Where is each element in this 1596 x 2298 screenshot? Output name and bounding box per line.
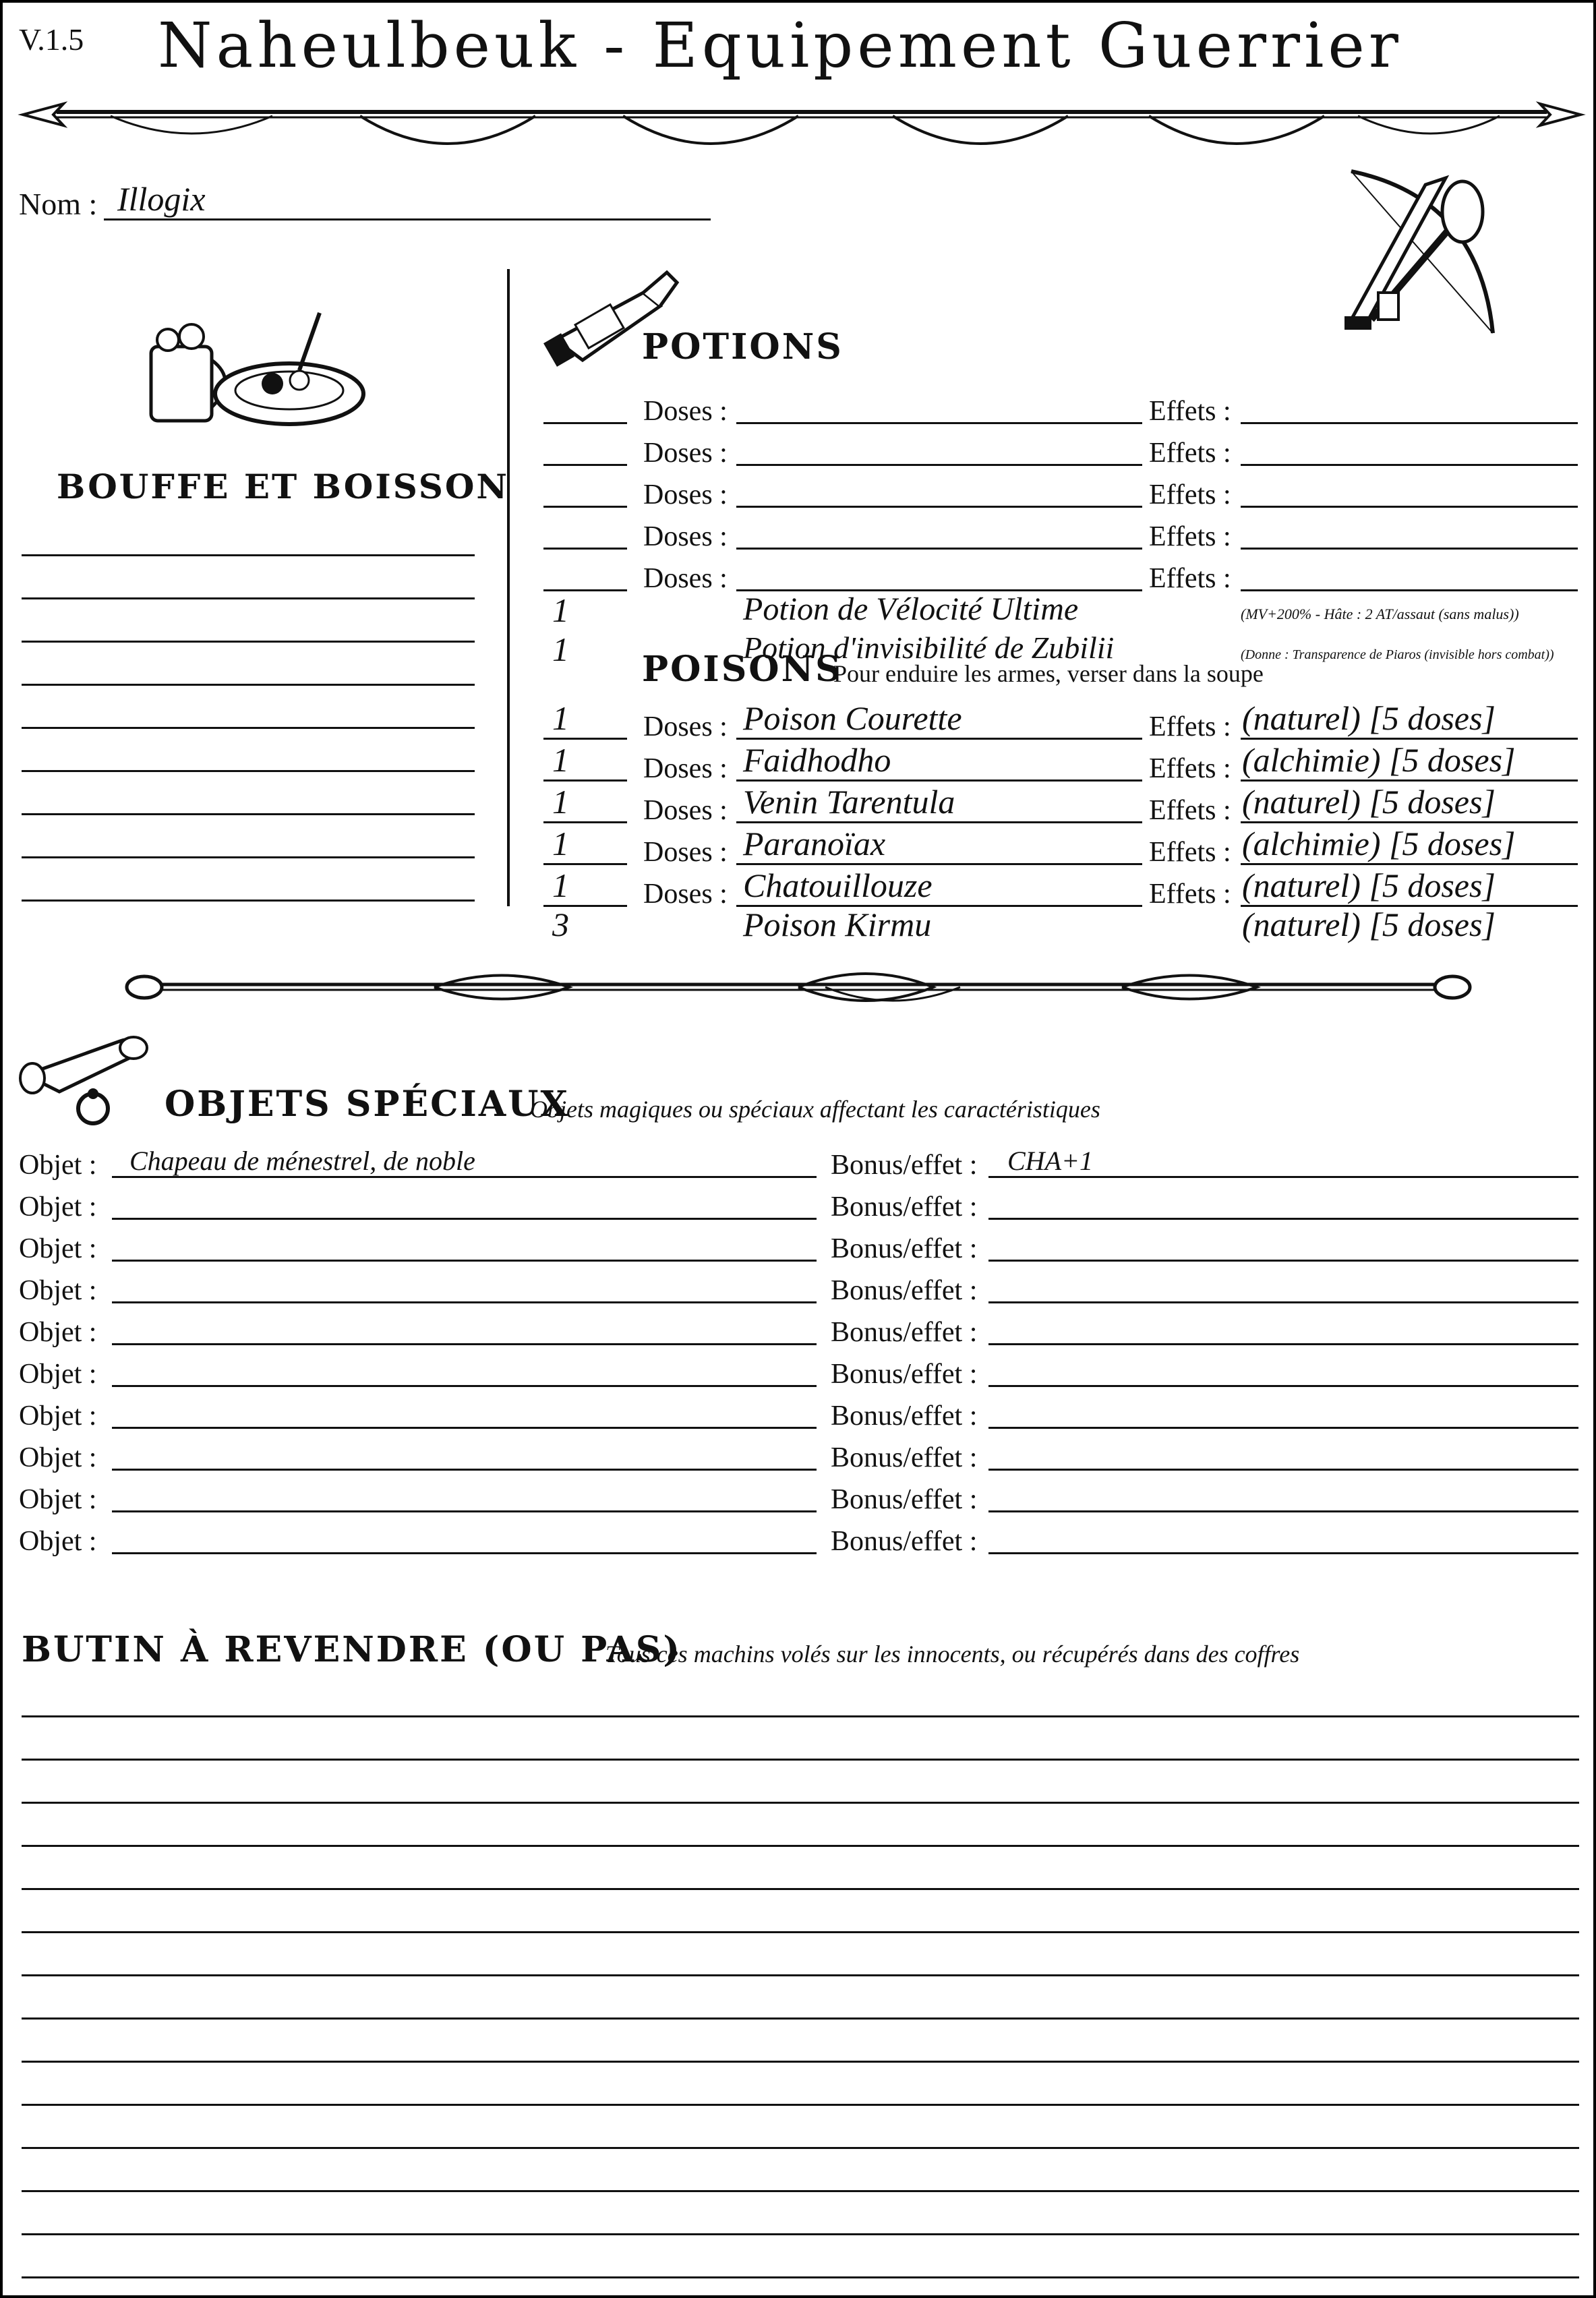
- potion-qty-line[interactable]: [543, 506, 627, 508]
- objet-label: Objet :: [19, 1275, 97, 1306]
- objet-line[interactable]: [112, 1469, 817, 1471]
- poison-qty: 3: [552, 906, 569, 943]
- loot-title: BUTIN À REVENDRE (OU PAS): [22, 1629, 682, 1670]
- objet-label: Objet :: [19, 1191, 97, 1222]
- bonus-line[interactable]: [988, 1343, 1578, 1345]
- food-icon: [138, 306, 367, 434]
- potion-name-line[interactable]: [736, 422, 1142, 424]
- potion-effect-line[interactable]: [1241, 506, 1578, 508]
- special-subtitle: Objets magiques ou spéciaux affectant les caractéristiques: [530, 1096, 1100, 1123]
- spear-divider-icon: [16, 84, 1587, 158]
- loot-line[interactable]: [22, 2276, 1579, 2278]
- bonus-line[interactable]: [988, 1260, 1578, 1262]
- potion-doses-label: Doses :: [643, 438, 728, 469]
- objet-line[interactable]: [112, 1301, 817, 1303]
- potion-effets-label: Effets :: [1149, 563, 1231, 594]
- bonus-label: Bonus/effet :: [831, 1233, 978, 1264]
- poison-effets-label: Effets :: [1149, 837, 1231, 868]
- objet-value: Chapeau de ménestrel, de noble: [129, 1146, 475, 1176]
- scroll-ring-icon: [19, 1028, 154, 1129]
- poison-name: Chatouillouze: [743, 866, 933, 904]
- poison-effect-line[interactable]: [1241, 863, 1578, 865]
- bonus-label: Bonus/effet :: [831, 1359, 978, 1390]
- poison-effect: (naturel) [5 doses]: [1242, 699, 1496, 737]
- potion-effets-label: Effets :: [1149, 521, 1231, 552]
- weapons-icon: [1324, 158, 1527, 353]
- objet-label: Objet :: [19, 1150, 97, 1181]
- bonus-label: Bonus/effet :: [831, 1526, 978, 1557]
- poison-doses-label: Doses :: [643, 711, 728, 742]
- poison-name: Poison Kirmu: [743, 906, 932, 943]
- bonus-line[interactable]: [988, 1427, 1578, 1429]
- objet-label: Objet :: [19, 1484, 97, 1515]
- bonus-label: Bonus/effet :: [831, 1275, 978, 1306]
- potion-effets-label: Effets :: [1149, 438, 1231, 469]
- poison-effect: (naturel) [5 doses]: [1242, 906, 1496, 943]
- bonus-line[interactable]: [988, 1301, 1578, 1303]
- bonus-label: Bonus/effet :: [831, 1150, 978, 1181]
- loot-line[interactable]: [22, 2017, 1579, 2020]
- page-title: Naheulbeuk - Equipement Guerrier: [158, 9, 1402, 82]
- objet-line[interactable]: [112, 1510, 817, 1512]
- bonus-label: Bonus/effet :: [831, 1191, 978, 1222]
- poison-effets-label: Effets :: [1149, 879, 1231, 910]
- potion-qty-line[interactable]: [543, 422, 627, 424]
- bonus-label: Bonus/effet :: [831, 1484, 978, 1515]
- loot-line[interactable]: [22, 1888, 1579, 1890]
- potion-doses-label: Doses :: [643, 563, 728, 594]
- loot-line[interactable]: [22, 2190, 1579, 2192]
- poison-name-line[interactable]: [736, 738, 1142, 740]
- objet-label: Objet :: [19, 1317, 97, 1348]
- poison-name-line[interactable]: [736, 863, 1142, 865]
- objet-line[interactable]: [112, 1218, 817, 1220]
- version-label: V.1.5: [19, 22, 84, 57]
- poison-doses-label: Doses :: [643, 753, 728, 784]
- bonus-line[interactable]: [988, 1176, 1578, 1178]
- staff-divider-icon: [124, 960, 1473, 1014]
- poison-effect: (alchimie) [5 doses]: [1242, 741, 1516, 779]
- special-title: OBJETS SPÉCIAUX: [165, 1084, 570, 1125]
- poison-name-line[interactable]: [736, 779, 1142, 782]
- poison-effect-line[interactable]: [1241, 821, 1578, 823]
- poison-qty: 1: [552, 783, 569, 821]
- poison-qty: 1: [552, 825, 569, 862]
- potion-effets-label: Effets :: [1149, 479, 1231, 510]
- poison-effect-line[interactable]: [1241, 738, 1578, 740]
- objet-line[interactable]: [112, 1176, 817, 1178]
- poison-doses-label: Doses :: [643, 837, 728, 868]
- loot-line[interactable]: [22, 1715, 1579, 1717]
- potions-title: POTIONS: [642, 326, 844, 367]
- poison-effets-label: Effets :: [1149, 753, 1231, 784]
- food-line[interactable]: [22, 856, 475, 858]
- poison-qty-line[interactable]: [543, 779, 627, 782]
- poisons-title: POISONS: [642, 649, 843, 690]
- loot-line[interactable]: [22, 1802, 1579, 1804]
- poison-name: Paranoïax: [743, 825, 886, 862]
- potion-effect: (Donne : Transparence de Piaros (invisible hors combat)): [1241, 647, 1554, 662]
- food-line[interactable]: [22, 813, 475, 815]
- poison-effect: (naturel) [5 doses]: [1242, 783, 1496, 821]
- food-line[interactable]: [22, 727, 475, 729]
- objet-label: Objet :: [19, 1233, 97, 1264]
- potion-effect-line[interactable]: [1241, 589, 1578, 591]
- objet-line[interactable]: [112, 1427, 817, 1429]
- bonus-line[interactable]: [988, 1510, 1578, 1512]
- bonus-line[interactable]: [988, 1385, 1578, 1387]
- potion-doses-label: Doses :: [643, 521, 728, 552]
- poison-name: Faidhodho: [743, 741, 891, 779]
- potion-effets-label: Effets :: [1149, 396, 1231, 427]
- potion-name-line[interactable]: [736, 506, 1142, 508]
- poison-name: Venin Tarentula: [743, 783, 955, 821]
- potion-name-line[interactable]: [736, 548, 1142, 550]
- name-label: Nom :: [19, 187, 98, 221]
- potion-effect-line[interactable]: [1241, 422, 1578, 424]
- potion-qty-line[interactable]: [543, 464, 627, 466]
- poison-qty-line[interactable]: [543, 863, 627, 865]
- poison-qty: 1: [552, 699, 569, 737]
- poison-effect: (naturel) [5 doses]: [1242, 866, 1496, 904]
- name-value[interactable]: Illogix: [117, 180, 206, 218]
- loot-line[interactable]: [22, 1759, 1579, 1761]
- poison-qty-line[interactable]: [543, 738, 627, 740]
- loot-line[interactable]: [22, 2233, 1579, 2235]
- poisons-subtitle: Pour enduire les armes, verser dans la soupe: [833, 660, 1264, 687]
- name-line: [104, 218, 711, 220]
- potion-qty: 1: [552, 591, 569, 629]
- poison-doses-label: Doses :: [643, 879, 728, 910]
- food-line[interactable]: [22, 597, 475, 599]
- potion-name: Potion d'invisibilité de Zubilii: [743, 630, 1115, 665]
- bonus-line[interactable]: [988, 1552, 1578, 1554]
- poison-effect-line[interactable]: [1241, 779, 1578, 782]
- loot-line[interactable]: [22, 2061, 1579, 2063]
- potion-doses-label: Doses :: [643, 479, 728, 510]
- poison-name: Poison Courette: [743, 699, 962, 737]
- poison-effets-label: Effets :: [1149, 711, 1231, 742]
- bonus-line[interactable]: [988, 1469, 1578, 1471]
- bonus-value: CHA+1: [1007, 1146, 1093, 1176]
- potion-qty: 1: [552, 630, 569, 668]
- poison-qty: 1: [552, 866, 569, 904]
- bonus-line[interactable]: [988, 1218, 1578, 1220]
- objet-label: Objet :: [19, 1442, 97, 1473]
- potion-name: Potion de Vélocité Ultime: [743, 591, 1079, 627]
- objet-line[interactable]: [112, 1343, 817, 1345]
- food-title: BOUFFE ET BOISSON: [57, 467, 510, 506]
- bonus-label: Bonus/effet :: [831, 1442, 978, 1473]
- potion-doses-label: Doses :: [643, 396, 728, 427]
- loot-line[interactable]: [22, 2104, 1579, 2106]
- objet-line[interactable]: [112, 1260, 817, 1262]
- objet-line[interactable]: [112, 1552, 817, 1554]
- food-line[interactable]: [22, 770, 475, 772]
- food-line[interactable]: [22, 900, 475, 902]
- loot-line[interactable]: [22, 1845, 1579, 1847]
- food-line[interactable]: [22, 684, 475, 686]
- loot-line[interactable]: [22, 1974, 1579, 1976]
- potion-name-line[interactable]: [736, 464, 1142, 466]
- poison-effect: (alchimie) [5 doses]: [1242, 825, 1516, 862]
- poison-qty-line[interactable]: [543, 821, 627, 823]
- poison-name-line[interactable]: [736, 821, 1142, 823]
- food-line[interactable]: [22, 554, 475, 556]
- bonus-label: Bonus/effet :: [831, 1317, 978, 1348]
- potion-effect: (MV+200% - Hâte : 2 AT/assaut (sans malus)): [1241, 606, 1519, 622]
- objet-label: Objet :: [19, 1526, 97, 1557]
- bonus-label: Bonus/effet :: [831, 1401, 978, 1432]
- potion-effect-line[interactable]: [1241, 548, 1578, 550]
- objet-label: Objet :: [19, 1401, 97, 1432]
- objet-label: Objet :: [19, 1359, 97, 1390]
- column-divider: [507, 269, 510, 906]
- objet-line[interactable]: [112, 1385, 817, 1387]
- food-line[interactable]: [22, 641, 475, 643]
- loot-subtitle: Tous ces machins volés sur les innocents, ou récupérés dans des coffres: [605, 1641, 1300, 1668]
- poison-doses-label: Doses :: [643, 795, 728, 826]
- potion-effect-line[interactable]: [1241, 464, 1578, 466]
- poison-qty: 1: [552, 741, 569, 779]
- poison-effets-label: Effets :: [1149, 795, 1231, 826]
- potion-qty-line[interactable]: [543, 548, 627, 550]
- loot-line[interactable]: [22, 1931, 1579, 1933]
- loot-line[interactable]: [22, 2147, 1579, 2149]
